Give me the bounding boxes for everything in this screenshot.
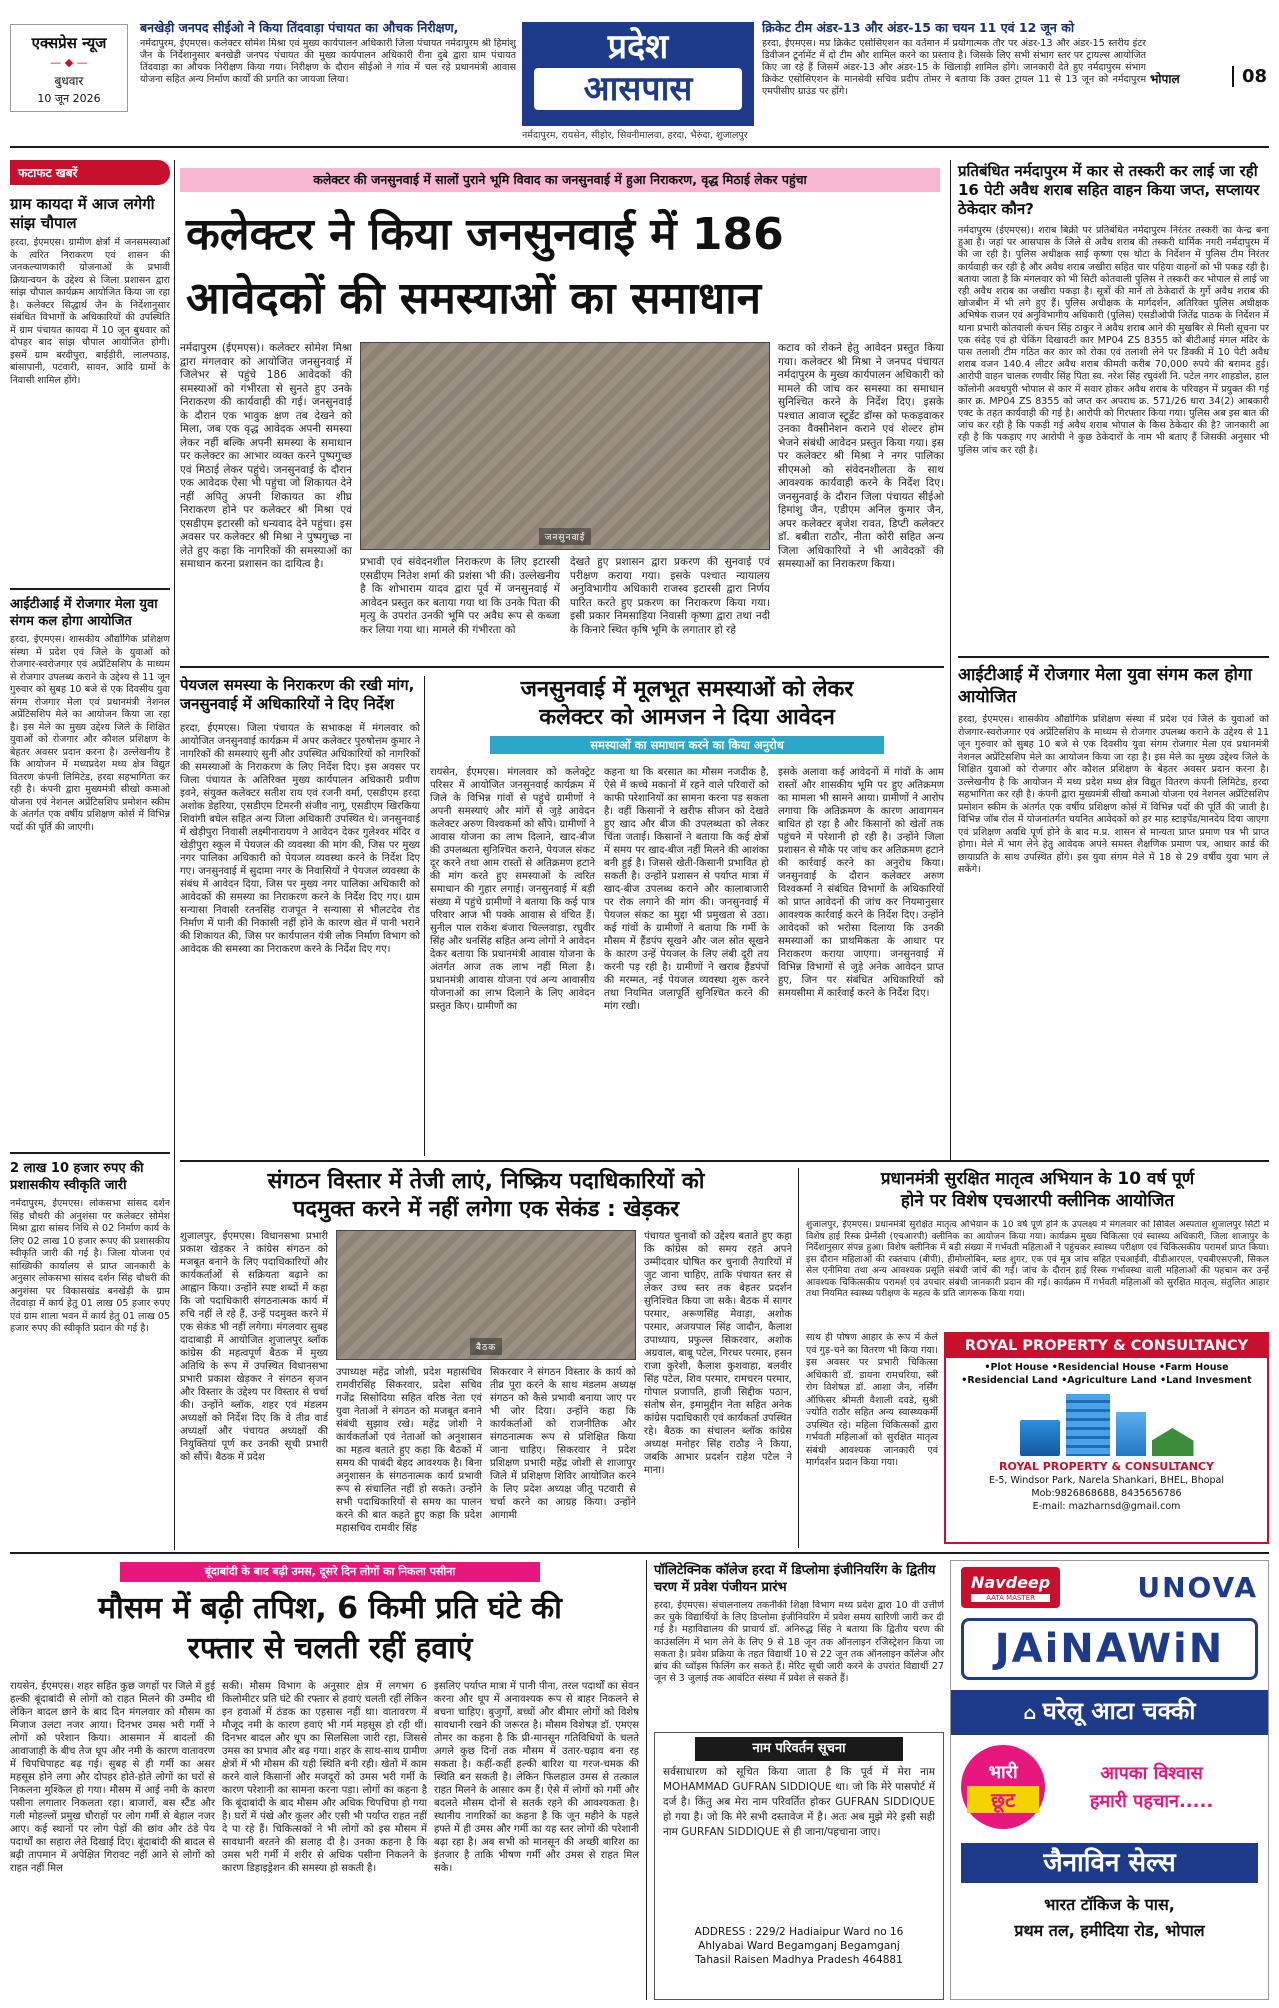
lead-headline-line2: आवेदकों की समस्याओं का समाधान — [186, 273, 762, 324]
kicker-text: बूंदाबांदी के बाद बढ़ी उमस, दूसरे दिन लोगों का निकला पसीना — [204, 1565, 456, 1578]
royal-property-ad — [944, 1332, 1269, 1544]
fatafat-label: फटाफट खबरें — [10, 160, 170, 185]
ad-services-1: •Plot House •Residencial House •Farm House — [984, 1362, 1229, 1373]
ad-services-2: •Residencial Land •Agriculture Land •Land Invesment — [961, 1375, 1252, 1386]
ad-address: E-5, Windsor Park, Narela Shankari, BHEL, Bhopal — [988, 1475, 1225, 1486]
column-rule — [798, 1168, 799, 1548]
tagline-line1: आपका विश्वास — [1100, 1763, 1203, 1784]
headline: पॉलिटेक्निक कॉलेज हरदा में डिप्लोमा इंजीनियरिंग के द्वितीय चरण में प्रवेश पंजीयन प्रारंभ — [654, 1563, 936, 1595]
masthead-rule — [10, 146, 1269, 148]
home-icon: ⌂ — [1023, 1703, 1043, 1724]
headline-line1: संगठन विस्तार में तेजी लाएं, निष्क्रिय पदाधिकारियों को — [267, 1169, 705, 1194]
ad-mobile: Mob:9826868688, 8435656786 — [1031, 1488, 1182, 1499]
district-bar — [522, 128, 822, 144]
divider — [958, 656, 1269, 658]
brand-box — [10, 24, 128, 112]
fatafat-item1-headline: ग्राम कायदा में आज लगेगी सांझ चौपाल — [10, 195, 155, 232]
lead-body-col1: नर्मदापुरम (ईएमएस)। कलेक्टर सोमेश मिश्रा द्वारा मंगलवार को आयोजित जनसुनवाई में जिलेभर से पहुंचे 186 आवेदकों की समस्याओं को गंभीरता से सुनते हुए उनके निराकरण की कार्यवाही की गई। जनसुनवाई के दौरान एक भावुक क्षण तब देखने को मिला, जब एक वृद्ध आवेदक अपनी समस्या लेकर नहीं बल्कि अपनी समस्या के समाधान पर कलेक्टर का आभार व्यक्त करने पुष्पगुच्छ एवं मिठाई लेकर पहुंचे। जनसुनवाई के दौरान एक आवेदक ऐसा भी पहुंचा जो शिकायत देने नहीं अपितु अपनी शिकायत का शीघ्र निराकरण होने पर कलेक्टर श्री मिश्रा एवं एसडीएम इटारसी को धन्यवाद देने पहुंचा। इस अवसर पर कलेक्टर श्री मिश्रा ने पुष्पगुच्छ ना लेते हुए कहा कि नागरिकों की समस्याओं का समाधान करना प्रशासन का दायित्व है। — [180, 342, 352, 570]
lead-body-under-photo-a: प्रभावी एवं संवेदनशील निराकरण के लिए इटारसी एसडीएम नितेश शर्मा की प्रशंसा भी की। उल्लेखनीय है कि शोभाराम यादव द्वारा पूर्व में जनसुनवाई में आवेदन प्रस्तुत कर बताया गया था कि उनके पिता की मृत्यु के उपरांत उनकी भूमि पर अवैध रूप से कब्जा कर लिया गया था। मामले की गंभीरता को — [360, 556, 560, 636]
sangathan-body-col4: पंचायत चुनावों को उद्देश्य बताते हुए कहा कि कांग्रेस को समय रहते अपने उम्मीदवार घोषित कर चुनावी तैयारियों में जुट जाना चाहिए, ताकि पंचायत स्तर से लेकर उच्च स्तर तक बेहतर प्रदर्शन सुनिश्चित किया जा सके। बैठक में सागर परमार, अरूणसिंह मेवाड़ा, अशोक परमार, अजयपाल सिंह जादौन, कैलाश उपाध्याय, प्रफुल्ल सिकरवार, अशोक अग्रवाल, बाबू पटेल, गिरधर परमार, हसन राजा कुरेशी, कैलाश कुशवाहा, बलवीर सिंह पटेल, शिव परमार, रामचरन परमार, गोपाल प्रजापति, हाजी सिद्दीक पठान, संतोष सेन, इमामुद्दीन नेता सहित अनेक कांग्रेस पदाधिकारी एवं कार्यकर्ता उपस्थित रहे। बैठक का संचालन ब्लॉक कांग्रेस अध्यक्ष मनोहर सिंह राठौड़ ने किया, जबकि आभार प्रदर्शन राहेश पटेल ने माना। — [644, 1231, 792, 1476]
collector-body-col1: रायसेन, ईएमएस। मंगलवार को कलेक्ट्रेट परिसर में आयोजित जनसुनवाई कार्यक्रम में जिले के विभिन्न गांवों से पहुंचे ग्रामीणों ने अपनी समस्याएं और मांगें से जुड़े आवेदन कलेक्टर अरुण विश्वकर्मा को सौंपे। ग्रामीणों ने आवास योजना का लाभ दिलाने, खाद-बीज की उपलब्धता सुनिश्चित कराने, पेयजल संकट दूर करने तथा आम रास्तों से अतिक्रमण हटाने की मांग करते हुए समस्याओं के त्वरित समाधान की गुहार लगाई। जनसुनवाई में बड़ी संख्या में पहुंचे ग्रामीणों ने बताया कि कई पात्र परिवार आज भी पक्के आवास से वंचित हैं। सुनील पाल राकेश बंजारा चिल्लवाड़ा, रघुवीर सिंह और धनसिंह सहित अन्य लोगों ने आवेदन देकर बताया कि प्रधानमंत्री आवास योजना के अंतर्गत आज तक लाभ नहीं मिला है। प्रधानमंत्री आवास योजना एवं अन्य आवासीय योजनाओं का लाभ दिलाने के लिए आवेदन प्रस्तुत किए। ग्रामीणों का — [430, 767, 595, 1012]
weather-body-col3: इसलिए पर्याप्त मात्रा में पानी पीना, तरल पदार्थों का सेवन करना और धूप में अनावश्यक रूप से बाहर निकलने से बचना चाहिए। बुजुर्गों, बच्चों और बीमार लोगों को विशेष सावधानी रखने की जरूरत है। मौसम विशेषज्ञ डॉ. एमएस तोमर का कहना है कि प्री-मानसून गतिविधियों के चलते अगले कुछ दिनों तक मौसम में उतार-चढ़ाव बना रह सकता है। कहीं-कहीं हल्की बारिश या गरज-चमक की स्थिति बन सकती है। लेकिन फिलहाल उमस से तत्काल राहत मिलने के आसार कम हैं। ऐसे में लोगों को गर्मी और बदलते मौसम दोनों से सतर्क रहने की आवश्यकता है। स्थानीय नागरिकों का कहना है कि जून महीने के पहले हफ्ते में ही उमस और गर्मी का यह स्तर लोगों की परेशानी बढ़ा रहा है। अब सभी को मानसून की अच्छी बारिश का इंतजार है ताकि भीषण गर्मी और उमस से राहत मिल सके। — [434, 1681, 639, 1874]
lead-kicker — [180, 168, 940, 192]
maternity-body-col2: साथ ही पोषण आहार के रूप में केले एवं गुड़-चने का वितरण भी किया गया। इस अवसर पर प्रभारी चिकित्सा अधिकारी डॉ. डायना रामचरिया, स्त्री रोग विशेषज्ञ डॉ. आशा जैन, नर्सिंग ऑफिसर श्रीमती वैशाली दवडे, सुश्री ज्योति राठौर सहित अन्य स्वास्थ्यकर्मी उपस्थित रहे। महिला चिकित्सकों द्वारा गर्भवती महिलाओं को सुरक्षित मातृत्व संबंधी आवश्यक जानकारी एवं मार्गदर्शन प्रदान किया गया। — [806, 1332, 938, 1468]
notice-title: नाम परिवर्तन सूचना — [695, 1737, 903, 1761]
fatafat-item1-body: हरदा, ईएमएस। ग्रामीण क्षेत्रों में जनसमस्याओं के त्वरित निराकरण एवं शासन की जनकल्याणकारी योजनाओं के प्रभावी क्रियान्वयन के उद्देश्य से जिला प्रशासन द्वारा सांझ चौपाल कार्यक्रम आयोजित किया जा रहा है। कलेक्टर सिद्धार्थ जैन के निर्देशानुसार संबंधित विभागों के अधिकारियों की उपस्थिति में ग्राम पंचायत कायदा में 10 जून बुधवार को दोपहर बाद सांझ चौपाल आयोजित होगी। इसमें ग्राम बरदीपुरा, बाईड़ीरी, लालपठाड़, बांसापानी, पटवारी, सावन, आदि ग्रामों के निवासी शामिल होंगे। — [10, 237, 170, 386]
story-body: हरदा, ईएमएस। जिला पंचायत के सभाकक्ष में मंगलवार को आयोजित जनसुनवाई कार्यक्रम में अपर कलेक्टर पुरुषोत्तम कुमार ने नागरिकों की समस्याएं सुनीं और उपस्थित अधिकारियों को नागरिकों की समस्याओं के निराकरण के लिए निर्देश दिए। इस अवसर पर जिला पंचायत के अतिरिक्त मुख्य कार्यपालन अधिकारी प्रवीण इवने, संयुक्त कलेक्टर सतीश राय एवं रजनी वर्मा, एसडीएम हरदा अशोक डेहरिया, एसडीएम टिमरनी संजीव नागू, एसडीएम खिरकिया शिवांगी बघेल सहित अन्य जिला अधिकारी उपस्थित थे। जनसुनवाई में खेड़ीपुरा निवासी लक्ष्मीनारायण ने आवेदन देकर गुलेश्वर मंदिर व खेड़ीपुरा स्कूल में पेयजल की व्यवस्था की मांग की, जिस पर मुख्य नगर पालिका अधिकारी को पेयजल व्यवस्था करने के निर्देश दिए गए। जनसुनवाई में सुदामा नगर के निवासियों ने पेयजल व्यवस्था के संबंध में आवेदन दिया, जिस पर मुख्य नगर पालिका अधिकारी को आवेदकों की समस्या का निराकरण करने के निर्देश दिए गए। ग्राम सन्यासा निवासी रतनसिंह राजपूत ने सन्यासा से भीलटदेव रोड निर्माण में पानी की निकासी नहीं होने के कारण खेत में पानी भराने की शिकायत की, जिस पर कार्यपालन यंत्री लोक निर्माण विभाग को आवेदक की समस्या का निराकरण करने के निर्देश दिए गए। — [180, 723, 420, 955]
headline-line2: पदमुक्त करने में नहीं लगेगा एक सेकंड : खेड़कर — [292, 1197, 680, 1222]
notice-address-2: Ahlyabai Ward Begamganj Begamganj — [698, 1940, 900, 1952]
lead-photo — [360, 342, 770, 550]
fatafat-column — [10, 160, 170, 1550]
weather-headline-line1: मौसम में बढ़ी तपिश, 6 किमी प्रति घंटे की — [98, 1591, 562, 1626]
right-top-story — [958, 162, 1269, 654]
jainawin-logo: JAiNAWiN — [961, 1618, 1258, 1680]
issue-date: 10 जून 2026 — [37, 92, 101, 105]
shop-address-2: प्रथम तल, हमीदिया रोड, भोपाल — [1014, 1921, 1205, 1940]
discount-badge — [961, 1745, 1045, 1829]
sangathan-body-col2: उपाध्यक्ष महेंद्र जोशी, प्रदेश महासचिव रामवीरसिंह सिकरवार, प्रदेश सचिव गजेंद्र सिसोदिया सहित वरिष्ठ नेता एवं युवा नेताओं ने संगठन को मजबूत बनाने संबंधी सुझाव रखे। महेंद्र जोशी ने कार्यकर्ताओं एवं नेताओं को अनुशासन का महत्व बताते हुए कहा कि बैठकों में समय की पाबंदी बेहद आवश्यक है। बिना अनुशासन के संगठनात्मक कार्य प्रभावी रूप से संचालित नहीं हो सकते। उन्होंने सभी पदाधिकारियों से समय का पालन करने की बात कहते हुए कहा कि प्रदेश महासचिव रामवीर सिंह — [336, 1367, 482, 1534]
section-title-box — [522, 22, 754, 126]
water-story — [180, 676, 420, 1156]
navdeep-logo — [961, 1567, 1060, 1608]
headline: प्रतिबंधित नर्मदापुरम में कार से तस्करी कर लाई जा रही 16 पेटी अवैध शराब सहित वाहन किया जप्त, सप्लायर ठेकेदार कौन? — [958, 162, 1260, 218]
maternity-body-col1: शुजालपुर, ईएमएस। प्रधानमंत्री सुरक्षित मातृत्व अभियान के 10 वर्ष पूर्ण होने के उपलक्ष्य में मंगलवार को सिविल अस्पताल शुजालपुर सिटी में विशेष हाई रिस्क प्रेग्नेंसी (एचआरपी) क्लीनिक का आयोजन किया गया। कार्यक्रम मुख्य चिकित्सा एवं स्वास्थ्य अधिकारी, जिला शाजापुर के निर्देशानुसार संपन्न हुआ। विशेष क्लीनिक में बड़ी संख्या में गर्भवती महिलाओं ने पहुंचकर स्वास्थ्य परीक्षण एवं चिकित्सकीय परामर्श प्राप्त किया। इस दौरान महिलाओं की रक्तचाप (बीपी), हीमोग्लोबिन, ब्लड शुगर, एक एवं मूत्र जांच सहित एचआईवी, वीडीआरएल, एचबीएसएजी, सिकल सेल एनीमिया तथा अन्य आवश्यक प्रसूति संबंधी जांचें की गईं। जांच के दौरान हाई रिस्क गर्भावस्था वाली महिलाओं की पहचान कर उन्हें आवश्यक चिकित्सकीय परामर्श एवं उपचार संबंधी जानकारी प्रदान की गई। कार्यक्रम में गर्भवती महिलाओं को सुरक्षित मातृत्व, संतुलित आहार तथा नियमित स्वास्थ्य परीक्षण के महत्व के प्रति जागरूक किया गया। — [806, 1220, 1269, 1299]
headline-line1: प्रधानमंत्री सुरक्षित मातृत्व अभियान के 10 वर्ष पूर्ण — [880, 1169, 1195, 1189]
headline: बनखेड़ी जनपद सीईओ ने किया तिंदवाड़ा पंचायत का औचक निरीक्षण, — [140, 20, 459, 35]
shop-name: जैनाविन सेल्स — [961, 1843, 1258, 1883]
headline: आईटीआई में रोजगार मेला युवा संगम कल होगा आयोजित — [958, 665, 1252, 707]
product-name: घरेलू आटा चक्की — [1042, 1697, 1196, 1725]
brand1-tag: AATA MASTER — [971, 1594, 1050, 1602]
top-story-right — [762, 20, 1146, 115]
column-rule — [950, 160, 951, 1162]
column-rule — [174, 160, 175, 1550]
story-body: नर्मदापुरम, ईएमएस। कलेक्टर सोमेश मिश्रा एवं मुख्य कार्यपालन अधिकारी जिला पंचायत नर्मदापुरम श्री हिमांशु जैन के निर्देशानुसार बनखेड़ी जनपद पंचायत की मुख्य कार्यपालन अधिकारी रीना दुबे द्वारा ग्राम पंचायत तिंदवाड़ा का औचक निरीक्षण किया गया। निरीक्षण के दौरान सीईओ ने गांव में चल रहे प्रधानमंत्री आवास योजना सहित अन्य निर्माण कार्यों की प्रगति का जायजा लिया। — [140, 38, 516, 85]
weather-headline-line2: रफ्तार से चलती रहीं हवाएं — [187, 1631, 473, 1666]
weather-body-col2: सकी। मौसम विभाग के अनुसार क्षेत्र में लगभग 6 किलोमीटर प्रति घंटे की रफ्तार से हवाएं चलती रहीं लेकिन इन हवाओं में ठंडक का एहसास नहीं था। वातावरण में मौजूद नमी के कारण हवाएं भी गर्म महसूस हो रही थीं। दिनभर बादल और धूप का सिलसिला जारी रहा, जिससे उमस का प्रभाव और बढ़ गया। शहर के साथ-साथ ग्रामीण क्षेत्रों में भी मौसम की यही स्थिति बनी रही। खेतों में काम करने वाले किसानों और मजदूरों को उमस भरी गर्मी के कारण परेशानी का सामना करना पड़ा। लोगों का कहना है कि बूंदाबांदी के बाद मौसम और अधिक चिपचिपा हो गया है। घरों में पंखे और कूलर और एसी भी पर्याप्त राहत नहीं दे पा रहे हैं। चिकित्सकों ने भी लोगों को इस मौसम में सावधानी बरतने की सलाह दी है। उनका कहना है कि उमस भरी गर्मी में शरीर से अधिक पसीना निकलने के कारण डिहाइड्रेशन की समस्या हो सकती है। — [222, 1681, 427, 1874]
divider — [10, 1152, 170, 1154]
subhead: समस्याओं का समाधान करने का किया अनुरोध — [490, 736, 884, 754]
badge-line2: छूट — [967, 1786, 1039, 1813]
sangathan-body-col1: शुजालपुर, ईएमएस। विधानसभा प्रभारी प्रकाश खेड़कर ने कांग्रेस संगठन को मजबूत बनाने के लिए पदाधिकारियों और कार्यकर्ताओं से सक्रियता बढ़ाने का आह्वान किया। उन्होंने स्पष्ट शब्दों में कहा कि जो पदाधिकारी संगठनात्मक कार्य में रुचि नहीं ले रहे हैं, उन्हें पदमुक्त करने में एक सेकंड भी नहीं लगेगा। मंगलवार सुबह दादाबाड़ी में आयोजित शुजालपुर ब्लॉक कांग्रेस की महत्वपूर्ण बैठक में मुख्य अतिथि के रूप में उपस्थित विधानसभा प्रभारी प्रकाश खेड़कर ने संगठन सृजन और विस्तार के उद्देश्य पर विस्तार से चर्चा की। उन्होंने ब्लॉक, शहर एवं मंडलम अध्यक्षों को निर्देश दिए कि वे तीव्र वार्ड अध्यक्षों और पंचायत अध्यक्षों की नियुक्तियां पूर्ण कर उनकी सूची प्रभारी को सौंपें। बैठक में प्रदेश — [180, 1231, 328, 1463]
headline-line1: जनसुनवाई में मूलभूत समस्याओं को लेकर — [520, 677, 854, 702]
lead-body-col-right: कटाव को रोकने हेतु आवेदन प्रस्तुत किया गया। कलेक्टर श्री मिश्रा ने जनपद पंचायत नर्मदापुरम के मुख्य कार्यपालन अधिकारी को मामले की जांच कर समस्या का समाधान सुनिश्चित करने के निर्देश दिए। इसके पश्चात आवाज स्टूडेंट डॉग्स को फकड़वाकर उनका वैक्सीनेशन कराने एवं शेल्टर होम भेजने संबंधी आवेदन प्रस्तुत किया गया। इस पर कलेक्टर श्री मिश्रा ने नगर पालिका सीएमओ को संवेदनशीलता के साथ आवश्यक कार्यवाही करने के निर्देश दिए। जनसुनवाई के दौरान जिला पंचायत सीईओ हिमांशु जैन, एडीएम अनिल कुमार जैन, अपर कलेक्टर बृजेश रावत, डिप्टी कलेक्टर डॉ. बबीता राठौर, नीता कोरी सहित अन्य जिला अधिकारियों ने भी आवेदकों की समस्याओं का निराकरण किया। — [778, 342, 944, 570]
divider — [180, 1160, 1269, 1162]
notice-body: सर्वसाधारण को सूचित किया जाता है कि पूर्व में मेरा नाम MOHAMMAD GUFRAN SIDDIQUE था। जो कि मेरे पासपोर्ट में दर्ज है। किंतु अब मेरा नाम परिवर्तित होकर GUFRAN SIDDIQUE हो गया है। जो कि मेरे सभी दस्तावेज में है। अतः अब मुझे मेरे इसी सही नाम GURFAN SIDDIQUE से ही जाना/पहचाना जाए। — [663, 1766, 935, 1838]
brand1: Navdeep — [971, 1573, 1051, 1592]
collector-body-col2: कहना था कि बरसात का मौसम नजदीक है, ऐसे में कच्चे मकानों में रहने वाले परिवारों को काफी परेशानियों का सामना करना पड़ सकता है। वहीं किसानों ने खरीफ सीजन को देखते हुए खाद और बीज की उपलब्धता को लेकर चिंता जताई। किसानों ने बताया कि कई क्षेत्रों में समय पर खाद-बीज नहीं मिलने की आशंका बनी हुई है। जिससे खेती-किसानी प्रभावित हो सकती है। उन्होंने प्रशासन से पर्याप्त मात्रा में खाद-बीज उपलब्ध कराने और कालाबाजारी पर रोक लगाने की मांग की। जनसुनवाई में पेयजल संकट का मुद्दा भी प्रमुखता से उठा। कई गांवों के ग्रामीणों ने बताया कि गर्मी के मौसम में हैंडपंप सूखने और जल स्रोत सूखने के कारण उन्हें पेयजल के लिए लंबी दूरी तय करनी पड़ रही है। ग्रामीणों ने खराब हैंडपंपों की मरम्मत, नई पेयजल व्यवस्था शुरू करने तथा नियमित जलापूर्ति सुनिश्चित करने की मांग रखी। — [604, 767, 769, 1012]
ornament-icon: — ◆ — — [50, 56, 88, 69]
sangathan-photo — [336, 1230, 636, 1360]
collector-body-col3: इसके अलावा कई आवेदनों में गांवों के आम रास्तों और शासकीय भूमि पर हुए अतिक्रमण का मामला भी सामने आया। ग्रामीणों ने आरोप लगाया कि अतिक्रमण के कारण आवागमन बाधित हो रहा है और किसानों को खेतों तक पहुंचने में परेशानी हो रही है। उन्होंने जिला प्रशासन से मौके पर जांच कर अतिक्रमण हटाने की कार्रवाई करने का अनुरोध किया। जनसुनवाई के दौरान कलेक्टर अरुण विश्वकर्मा ने संबंधित विभागों के अधिकारियों को प्राप्त आवेदनों की जांच कर नियमानुसार आवश्यक कार्रवाई करने के निर्देश दिए। उन्होंने आवेदकों को भरोसा दिलाया कि उनकी समस्याओं का प्राथमिकता के आधार पर निराकरण कराया जाएगा। जनसुनवाई में विभिन्न विभागों से जुड़े अनेक आवेदन प्राप्त हुए, जिन पर संबंधित अधिकारियों को समयसीमा में कार्रवाई करने के निर्देश दिए। — [778, 767, 944, 999]
ad-title: ROYAL PROPERTY & CONSULTANCY — [946, 1334, 1267, 1358]
story-body: हरदा, ईएमएस। शासकीय औद्योगिक प्रशिक्षण संस्था में प्रदेश एवं जिले के युवाओं को रोजगार-स्वरोजगार एवं अप्रेंटिसशिप के माध्यम से रोजगार उपलब्ध कराने के उद्देश्य से 11 जून गुरुवार को सुबह 10 बजे से एक दिवसीय युवा संगम रोजगार मेला एवं प्रधानमंत्री नेशनल अप्रेंटिसशिप मेले का आयोजन किया जा रहा है। इस मेले का मुख्य उद्देश्य जिले के शिक्षित युवाओं को रोजगार और कौशल प्रशिक्षण के बेहतर अवसर प्रदान करना है। उल्लेखनीय है कि आयोजन में मध्य प्रदेश मध्य क्षेत्र विद्युत वितरण कंपनी लिमिटेड, हरदा सहभागिता कर रही है। कंपनी द्वारा मुख्यमंत्री सीखो कमाओ योजना एवं नेशनल अप्रेंटिसशिप प्रमोशन स्कीम के अंतर्गत एक वर्षीय प्रशिक्षण कोर्स में विभिन्न पदों की पूर्ति की जाती है। विभिन्न जॉब रोल में योजनांतर्गत चयनित आवेदकों को हर माह स्टाइपेंड/मानदेय दिया जाएगा एवं प्रशिक्षण अवधि पूर्ण होने के बाद म.प्र. शासन से मान्यता प्राप्त प्रमाण पत्र भी प्राप्त होगा। मेले में भाग लेने हेतु आवेदक अपने समस्त शैक्षणिक प्रमाण पत्र, आधार कार्ड की छायाप्रति के साथ उपस्थित होंगे। इस युवा संगम मेले में 18 से 29 वर्षीय युवा भाग ले सकेंगे। — [958, 714, 1269, 875]
brand-name: एक्सप्रेस न्यूज — [31, 34, 107, 52]
notice-address-1: ADDRESS : 229/2 Hadiaipur Ward no 16 — [694, 1926, 904, 1938]
fatafat-item3-headline: 2 लाख 10 हजार रुपए की प्रशासकीय स्वीकृति जारी — [10, 1161, 144, 1193]
column-rule — [646, 1560, 647, 2000]
page-number: 08 — [1232, 66, 1267, 87]
section-title-line2: आसपास — [534, 68, 742, 110]
issue-day: बुधवार — [54, 74, 84, 88]
badge-line1: भारी — [988, 1761, 1018, 1783]
product-banner — [951, 1690, 1268, 1735]
tagline-line2: हमारी पहचान..... — [1089, 1791, 1214, 1812]
notice-address-3: Tahasil Raisen Madhya Pradesh 464881 — [695, 1954, 903, 1966]
story-body: हरदा, ईएमएस। संचालनालय तकनीकी शिक्षा विभाग मध्य प्रदेश द्वारा 10 वी उत्तीर्ण कर चुके विद्यार्थियों के लिए डिप्लोमा इंजीनियरिंग में प्रवेश समय सारिणी जारी कर दी गई है। महाविद्यालय की प्राचार्य डॉ. अनिरुद्ध सिंह ने बताया कि द्वितीय चरण की काउंसलिंग में भाग लेने के लिए 9 से 18 जून तक ऑनलाइन रजिस्ट्रेशन किया जा सकता है। प्रवेश प्रक्रिया के तहत विद्यार्थी 10 से 22 जून तक ऑनलाइन कॉलेज और ब्रांच की च्वॉइस फिलिंग कर सकते हैं। मेरिट सूची जारी करने के उपरांत विद्यार्थी 27 जून से 3 जुलाई तक आवंटित संस्था में प्रवेश ले सकते हैं। — [654, 1600, 944, 1685]
divider — [180, 666, 944, 668]
lead-headline-line1: कलेक्टर ने किया जनसुनवाई में 186 — [186, 209, 784, 260]
polytechnic-story — [654, 1562, 944, 1724]
kicker-text: कलेक्टर की जनसुनवाई में सालों पुराने भूमि विवाद का जनसुनवाई में हुआ निराकरण, वृद्ध मिठाई लेकर पहुंचा — [313, 172, 807, 187]
lead-body-under-photo-b: देखते हुए प्रशासन द्वारा प्रकरण की सुनवाई एवं परीक्षण कराया गया। इसके पश्चात न्यायालय अनुविभागीय अधिकारी राजस्व इटारसी द्वारा निर्णय पारित करते हुए प्रकरण का निराकरण किया गया। इसी प्रकार निमसाड़िया निवासी कृष्णा द्वारा तथा नदी के किनारे स्थित कृषि भूमि के लगातार हो रहे — [570, 556, 770, 636]
headline-line2: होने पर विशेष एचआरपी क्लीनिक आयोजित — [900, 1191, 1175, 1211]
divider — [10, 588, 170, 590]
headline: क्रिकेट टीम अंडर-13 और अंडर-15 का चयन 11 एवं 12 जून को — [762, 20, 1075, 35]
column-rule — [424, 676, 425, 1156]
unova-logo: UNOVA — [1137, 1571, 1258, 1604]
photo-caption: जनसुनवाई — [539, 528, 592, 545]
fatafat-item2-body: हरदा, ईएमएस। शासकीय औद्योगिक प्रशिक्षण संस्था में प्रदेश एवं जिले के युवाओं को रोजगार-स्वरोजगार एवं अप्रेंटिसशिप के माध्यम से रोजगार उपलब्ध कराने के उद्देश्य से 11 जून गुरुवार को सुबह 10 बजे से एक दिवसीय युवा संगम रोजगार मेला एवं प्रधानमंत्री नेशनल अप्रेंटिसशिप मेले का आयोजन किया जा रहा है। इस मेले का मुख्य उद्देश्य जिले के शिक्षित युवाओं को रोजगार और कौशल प्रशिक्षण के बेहतर अवसर प्रदान करना है। उल्लेखनीय है कि आयोजन में मध्यप्रदेश मध्य क्षेत्र विद्युत वितरण कंपनी लिमिटेड, हरदा सहभागिता कर रही है। कंपनी द्वारा मुख्यमंत्री सीखो कमाओ योजना एवं नेशनल अप्रेंटिसशिप प्रमोशन स्कीम के अंतर्गत एक वर्षीय प्रशिक्षण कोर्स में विभिन्न पदों की पूर्ति की जाएगी। — [10, 634, 170, 833]
divider — [10, 1552, 1269, 1554]
building-icon — [946, 1390, 1267, 1456]
masthead — [0, 0, 1279, 118]
ad-name: ROYAL PROPERTY & CONSULTANCY — [999, 1460, 1214, 1473]
fatafat-item2-headline: आईटीआई में रोजगार मेला युवा संगम कल होगा आयोजित — [10, 597, 158, 629]
story-body: हरदा, ईएमएस। मप्र क्रिकेट एसोसिएशन का वर्तमान में प्रयोगात्मक तौर पर अंडर-13 और अंडर-15 स्तरीय इंटर डिवीजन टूर्नामेंट में दो टीम और शामिल करने का प्रस्ताव है। जिसके लिए सभी संभाग स्तर पर ट्रायल्स आयोजित किए जा रहे हैं जिसमें अंडर-13 और अंडर-15 के खिलाड़ी शामिल होंगे। जानकारी देते हुए नर्मदापुरम संभाग क्रिकेट एसोसिएशन के मानसेवी सचिव प्रदीप तोमर ने बताया कि उक्त ट्रायल 11 से 13 जून को नर्मदापुरम एमपीसीए ग्राउंड पर होंगे। — [762, 38, 1146, 97]
weather-kicker-box — [120, 1562, 540, 1582]
iti-story — [958, 664, 1269, 1160]
jainawin-ad — [950, 1560, 1269, 2000]
name-change-notice — [654, 1732, 944, 2000]
weather-body-col1: रायसेन, ईएमएस। शहर सहित कुछ जगहों पर जिले में हुई हल्की बूंदाबांदी से लोगों को राहत मिलने की उम्मीद थी लेकिन बादल छाने के बाद दिन मंगलवार को मौसम का मिजाज उलटा नजर आया। दिनभर उमस भरी गर्मी ने लोगों को परेशान किया। आसमान में बादलों की आवाजाही के बीच तेज धूप और नमी के कारण वातावरण में चिपचिपाहट बढ़ गई। सुबह से ही गर्मी का असर महसूस होने लगा और दोपहर होते-होते लोगों का घरों से निकलना मुश्किल हो गया। मौसम में आई नमी के कारण पसीना लगातार निकलता रहा। बाजारों, बस स्टैंड और गली मोहल्लों प्रमुख चौराहों पर लोग गर्मी से बेहाल नजर आए। कई स्थानों पर लोग पेड़ों की छांव और ठंडे पेय पदार्थों का सहारा लेते दिखाई दिए। बूंदाबांदी की बादल से बढ़ी तापमान में अपेक्षित गिरावट नहीं आने से लोगों को राहत नहीं मिल — [10, 1681, 215, 1874]
section-title-line1: प्रदेश — [607, 27, 669, 67]
city-name: भोपाल — [1150, 72, 1180, 86]
headline: पेयजल समस्या के निराकरण की रखी मांग, जनसुनवाई में अधिकारियों ने दिए निर्देश — [180, 676, 415, 713]
fatafat-item3-body: नर्मदापुरम, ईएमएस। लोकसभा सांसद दर्शन सिंह चौधरी की अनुशंसा पर कलेक्टर सोमेश मिश्रा द्वारा सांसद निधि से 02 निर्माण कार्य के लिए 02 लाख 10 हजार रूपए की प्रशासकीय स्वीकृति जारी की गई है। जिला योजना एवं सांख्यिकी कार्यालय से प्राप्त जानकारी के अनुसार लोकसभा सांसद दर्शन सिंह चौधरी की अनुशंसा पर विकासखंड बनखेड़ी के ग्राम तेंदवाड़ा में कार्य हेतु 01 लाख 05 हजार रुपए एवं ग्राम शाला भवन में कार्य हेतु 01 लाख 05 हजार रुपए की स्वीकृति प्रदान की गई है। — [10, 1198, 170, 1334]
shop-address-1: भारत टॉकिज के पास, — [1044, 1895, 1175, 1914]
photo-caption: बैठक — [470, 1338, 502, 1355]
top-story-left — [140, 20, 516, 115]
headline-line2: कलेक्टर को आमजन ने दिया आवेदन — [539, 705, 835, 730]
story-body: नर्मदापुरम (ईएमएस)। शराब बिक्री पर प्रतिबंधित नर्मदापुरम निरंतर तस्करी का केन्द्र बना हुआ है। जहां पर आसपास के जिले से अवैध शराब की तस्करी धार्मिक नगरी नर्मदापुरम में की जा रही है। पुलिस अधीक्षक साईं कृष्णा एस थोटा के निर्देशन में पुलिस टीम निरंतर कार्यवाही कर रही है और अवैध शराब जखीरा सहित चार पहिया वाहनों को भी पकड़ रही है। बताया जाता है कि मंगलवार को भी सिटी कोतवाली पुलिस ने तस्करी कर भोपाल से लाई जा रही अवैध शराब का जखीरा पकड़ा है। सूत्रों की मानें तो ठेकेदारों के गुर्गे अवैध शराब की खोजबीन में भी लगे हुए हैं। पुलिस अधीक्षक के मार्गदर्शन, अतिरिक्त पुलिस अधीक्षक अभिषेक राजन एवं अनुविभागीय अधिकारी (पुलिस) एसडीओपी जितेंद्र पाठक के निर्देशन में थाना प्रभारी कोतवाली कंचन सिंह ठाकुर ने अवैध शराब आने की मुखबिर से मिली सूचना पर एक संदेह एवं हो चेकिंग दिखावटी कार MP04 ZS 8355 को बीटीआई मंगल मंदिर के पास तलाशी टीम गठित कर कार को रोका एवं तलाशी लेने पर डिक्की में 10 पेटी अवैध शराब वजन 140.4 लीटर अवैध शराब कीमती करीब 70,000 रुपये की बरामद हुई। आरोपी वाहन चालक रणवीर सिंह पिता स्व. नरेश सिंह रघुवंशी नि. पटेल नगर शाहडोल, हाल कॉलोनी अवधपुरी भोपाल से कार में सवार होकर अवैध शराब के परिवहन में प्रयुक्त की गई कार क्र. MP04 ZS 8355 को जप्त कर अपराध क्र. 571/26 धारा 34(2) आबकारी एक्ट के तहत कार्यवाही की गई है। आरोपी को गिरफ्तार किया गया। पुलिस अब इस बात की जांच कर रही है कि पकड़ी गई अवैध शराब भोपाल के किस ठेकेदार की है? जानकारी आ रही है कि पकड़ाए गए आरोपी ने कुछ ठेकेदारों के नाम भी बताए हैं जिसकी अनुसार भी पुलिस जांच कर रही है। — [958, 225, 1269, 456]
district-list: नर्मदापुरम, रायसेन, सीहोर, सिवनीमालवा, हरदा, भैरुंदा, शुजालपुर — [522, 130, 748, 141]
ad-email: E-mail: mazharnsd@gmail.com — [1032, 1501, 1181, 1512]
sangathan-body-col3: सिकरवार ने संगठन विस्तार के कार्य को तीव्र पूरा करने के साथ मंडलम अध्यक्ष संगठन को कैसे प्रभावी बनाया जाए पर भी जोर दिया। उन्होंने कहा कि कार्यकर्ताओं को राजनीतिक और संगठनात्मक रूप से प्रशिक्षित किया जाना चाहिए। सिकरवार ने प्रदेश प्रशिक्षण प्रभारी महेंद्र जोशी से शाजापुर जिले में प्रशिक्षण शिविर आयोजित करने के लिए प्रदेश अध्यक्ष जीतू पटवारी से चर्चा करने का आग्रह किया। उन्होंने आगामी — [490, 1367, 636, 1521]
